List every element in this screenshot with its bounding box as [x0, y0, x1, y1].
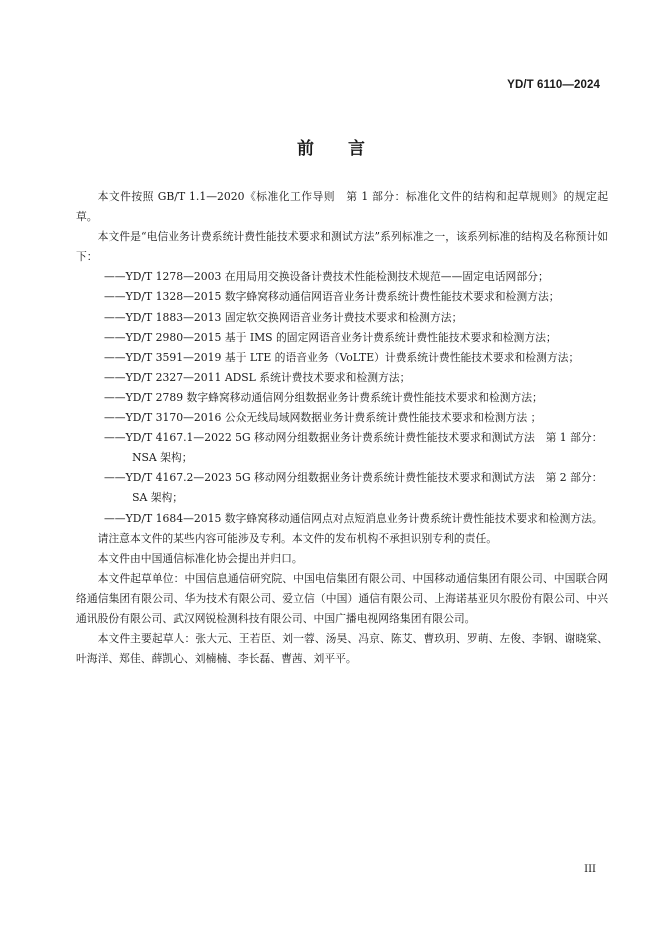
document-code: YD/T 6110—2024: [507, 79, 600, 91]
paragraph-drafting-rules: 本文件按照 GB/T 1.1—2020《标准化工作导则 第 1 部分：标准化文件的结构和起草规则》的规定起草。: [76, 190, 608, 224]
list-item: ——YD/T 1883—2013 固定软交换网语音业务计费技术要求和检测方法；: [104, 310, 463, 324]
list-item: ——YD/T 1328—2015 数字蜂窝移动通信网语音业务计费系统计费性能技术要求和检测方法；: [104, 290, 560, 304]
list-item: ——YD/T 1684—2015 数字蜂窝移动通信网点对点短消息业务计费系统计费性能技术要求和检测方法。: [104, 511, 603, 525]
page-number: III: [584, 864, 596, 875]
paragraph-proposer: 本文件由中国通信标准化协会提出并归口。: [97, 551, 303, 565]
paragraph-patent-notice: 请注意本文件的某些内容可能涉及专利。本文件的发布机构不承担识别专利的责任。: [97, 531, 498, 545]
foreword-body: [76, 187, 608, 669]
list-item: ——YD/T 4167.1—2022 5G 移动网分组数据业务计费系统计费性能技术要求和测试方法 第 1 部分：NSA 架构；: [104, 431, 603, 465]
list-item: ——YD/T 3591—2019 基于 LTE 的语音业务（VoLTE）计费系统计费性能技术要求和检测方法；: [104, 350, 580, 364]
standards-list: [76, 267, 608, 528]
paragraph-drafters: 本文件主要起草人：张大元、王若臣、刘一蓉、汤昊、冯京、陈艾、曹玖玥、罗萌、左俊、李钢、谢晓棠、叶海洋、郑佳、薛凯心、刘楠楠、李长磊、曹茜、刘平平。: [76, 632, 608, 666]
paragraph-drafting-units: 本文件起草单位：中国信息通信研究院、中国电信集团有限公司、中国移动通信集团有限公司、中国联合网络通信集团有限公司、华为技术有限公司、爱立信（中国）通信有限公司、上海诺基亚贝尔股份有限公司、中兴通讯股份有限公司、武汉网锐检测科技有限公司、中国广播电视网络集团有限公司。: [76, 571, 608, 625]
list-item: ——YD/T 2327—2011 ADSL 系统计费技术要求和检测方法；: [104, 370, 411, 384]
list-item: ——YD/T 2789 数字蜂窝移动通信网分组数据业务计费系统计费性能技术要求和检测方法；: [104, 390, 543, 404]
list-item: ——YD/T 1278—2003 在用局用交换设备计费技术性能检测技术规范——固定电话网部分；: [104, 270, 549, 284]
page-title: 前言: [297, 139, 399, 159]
list-item: ——YD/T 2980—2015 基于 IMS 的固定网语音业务计费系统计费性能技术要求和检测方法；: [104, 330, 557, 344]
list-item: ——YD/T 3170—2016 公众无线局域网数据业务计费系统计费性能技术要求和检测方法 ；: [104, 411, 542, 425]
list-item: ——YD/T 4167.2—2023 5G 移动网分组数据业务计费系统计费性能技术要求和测试方法 第 2 部分：SA 架构；: [104, 471, 603, 505]
paragraph-series-intro: 本文件是“电信业务计费系统计费性能技术要求和测试方法”系列标准之一，该系列标准的结构及名称预计如下：: [76, 230, 608, 264]
